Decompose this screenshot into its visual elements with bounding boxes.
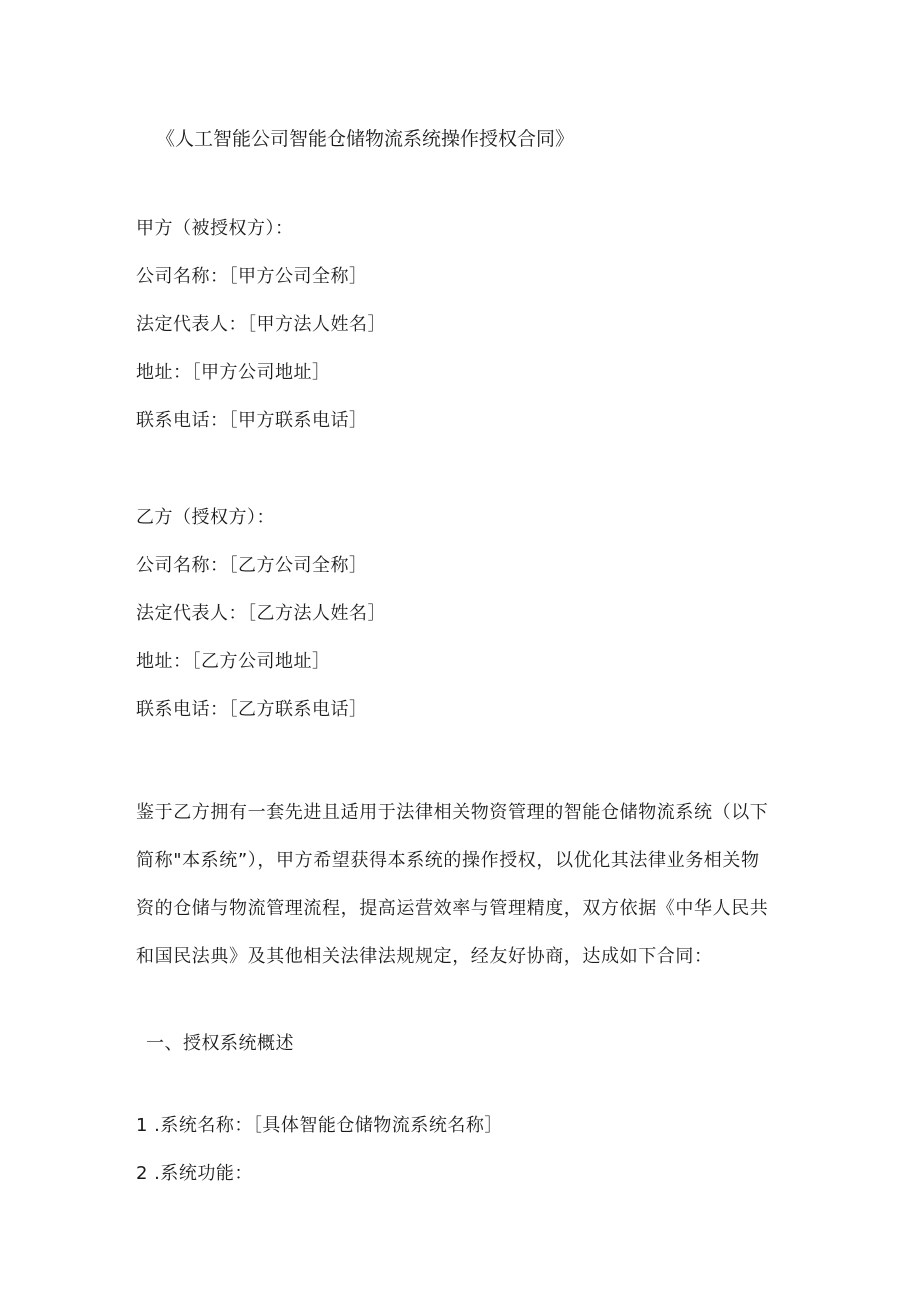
section-item-system-functions: 2 .系统功能： xyxy=(136,1163,253,1184)
preamble-line: 和国民法典》及其他相关法律法规规定，经友好协商，达成如下合同： xyxy=(136,946,713,967)
section-heading: 一、授权系统概述 xyxy=(146,1033,294,1054)
preamble-line: 鉴于乙方拥有一套先进且适用于法律相关物资管理的智能仓储物流系统（以下 xyxy=(136,802,769,823)
party-a-phone: 联系电话：［甲方联系电话］ xyxy=(136,410,368,431)
party-a-heading: 甲方（被授权方）： xyxy=(136,218,294,239)
party-a-company: 公司名称：［甲方公司全称］ xyxy=(136,266,368,287)
party-b-legal-rep: 法定代表人：［乙方法人姓名］ xyxy=(136,603,386,624)
preamble-line: 简称"本系统”），甲方希望获得本系统的操作授权，以优化其法律业务相关物 xyxy=(136,850,760,871)
party-b-phone: 联系电话：［乙方联系电话］ xyxy=(136,699,368,720)
party-a-address: 地址：［甲方公司地址］ xyxy=(136,362,331,383)
party-b-address: 地址：［乙方公司地址］ xyxy=(136,651,331,672)
party-b-heading: 乙方（授权方）： xyxy=(136,507,275,528)
section-item-system-name: 1 .系统名称：［具体智能仓储物流系统名称］ xyxy=(136,1115,503,1136)
preamble-paragraph xyxy=(136,789,796,981)
preamble-line: 资的仓储与物流管理流程，提高运营效率与管理精度，双方依据《中华人民共 xyxy=(136,898,769,919)
document-title: 《人工智能公司智能仓储物流系统操作授权合同》 xyxy=(156,128,575,150)
party-b-company: 公司名称：［乙方公司全称］ xyxy=(136,555,368,576)
party-a-legal-rep: 法定代表人：［甲方法人姓名］ xyxy=(136,314,386,335)
